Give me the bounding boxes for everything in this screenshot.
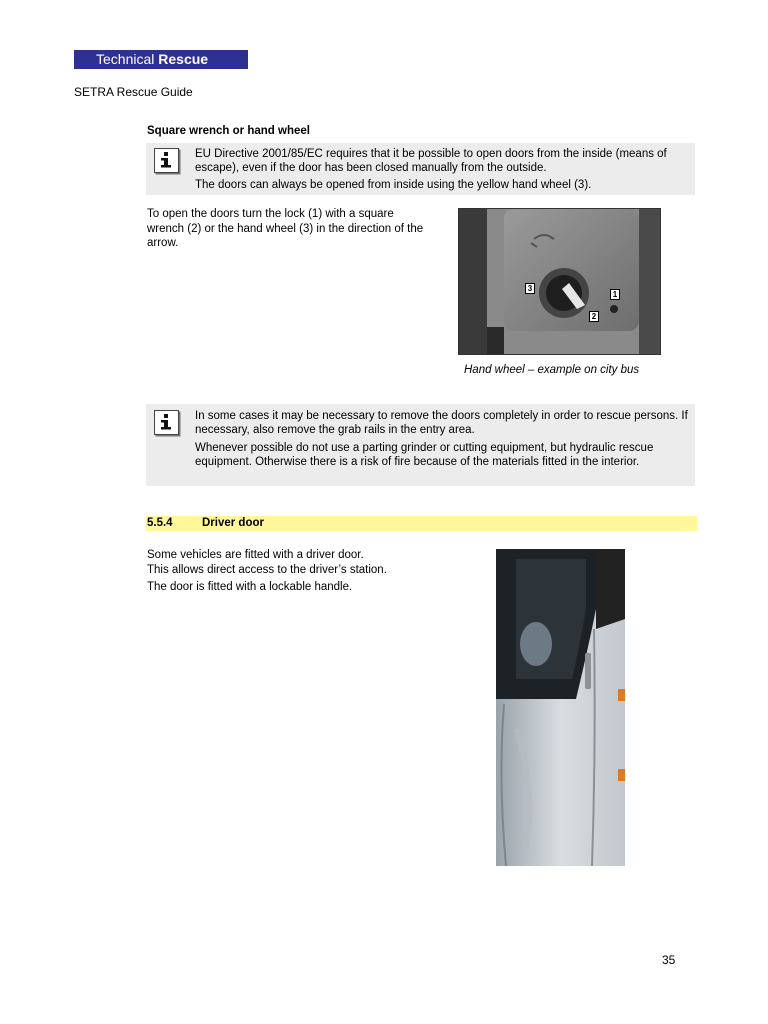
page-number: 35 [662, 953, 676, 967]
info-box [146, 404, 695, 486]
info-text: Whenever possible do not use a parting grinder or cutting equipment, but hydraulic rescue equipment. Otherwise there is a risk of fire because of the materials fitted in the interior. [195, 442, 654, 468]
info-box [146, 143, 695, 195]
banner-bold-text: Rescue [158, 51, 209, 67]
text-line: Some vehicles are fitted with a driver door. [147, 549, 364, 561]
banner-light-text: Technical [96, 51, 155, 67]
info-text: In some cases it may be necessary to remove the doors completely in order to rescue persons. If necessary, also remove the grab rails in the entry area. [195, 410, 688, 436]
callout-1: 1 [610, 289, 620, 300]
hand-wheel-photo [458, 208, 661, 355]
driver-door-photo [496, 549, 625, 866]
section-heading: Square wrench or hand wheel [147, 125, 310, 137]
info-text: The doors can always be opened from inside using the yellow hand wheel (3). [195, 179, 592, 191]
text-line: The door is fitted with a lockable handle. [147, 581, 353, 593]
info-text: EU Directive 2001/85/EC requires that it be possible to open doors from the inside (means of escape), even if the door has been closed manually from the outside. [195, 148, 667, 174]
text-line: This allows direct access to the driver’s station. [147, 563, 387, 576]
driver-door-text [147, 548, 437, 595]
info-icon [154, 148, 179, 173]
header-banner [74, 50, 248, 69]
body-paragraph: To open the doors turn the lock (1) with a square wrench (2) or the hand wheel (3) in the direction of the arrow. [147, 208, 424, 249]
section-number: 5.5.4 [147, 517, 173, 529]
photo-caption: Hand wheel – example on city bus [464, 364, 640, 376]
section-title: Driver door [202, 517, 264, 529]
guide-title: SETRA Rescue Guide [74, 85, 193, 99]
section-bar [146, 516, 697, 531]
info-icon [154, 410, 179, 435]
callout-3: 3 [525, 283, 535, 294]
callout-2: 2 [589, 311, 599, 322]
